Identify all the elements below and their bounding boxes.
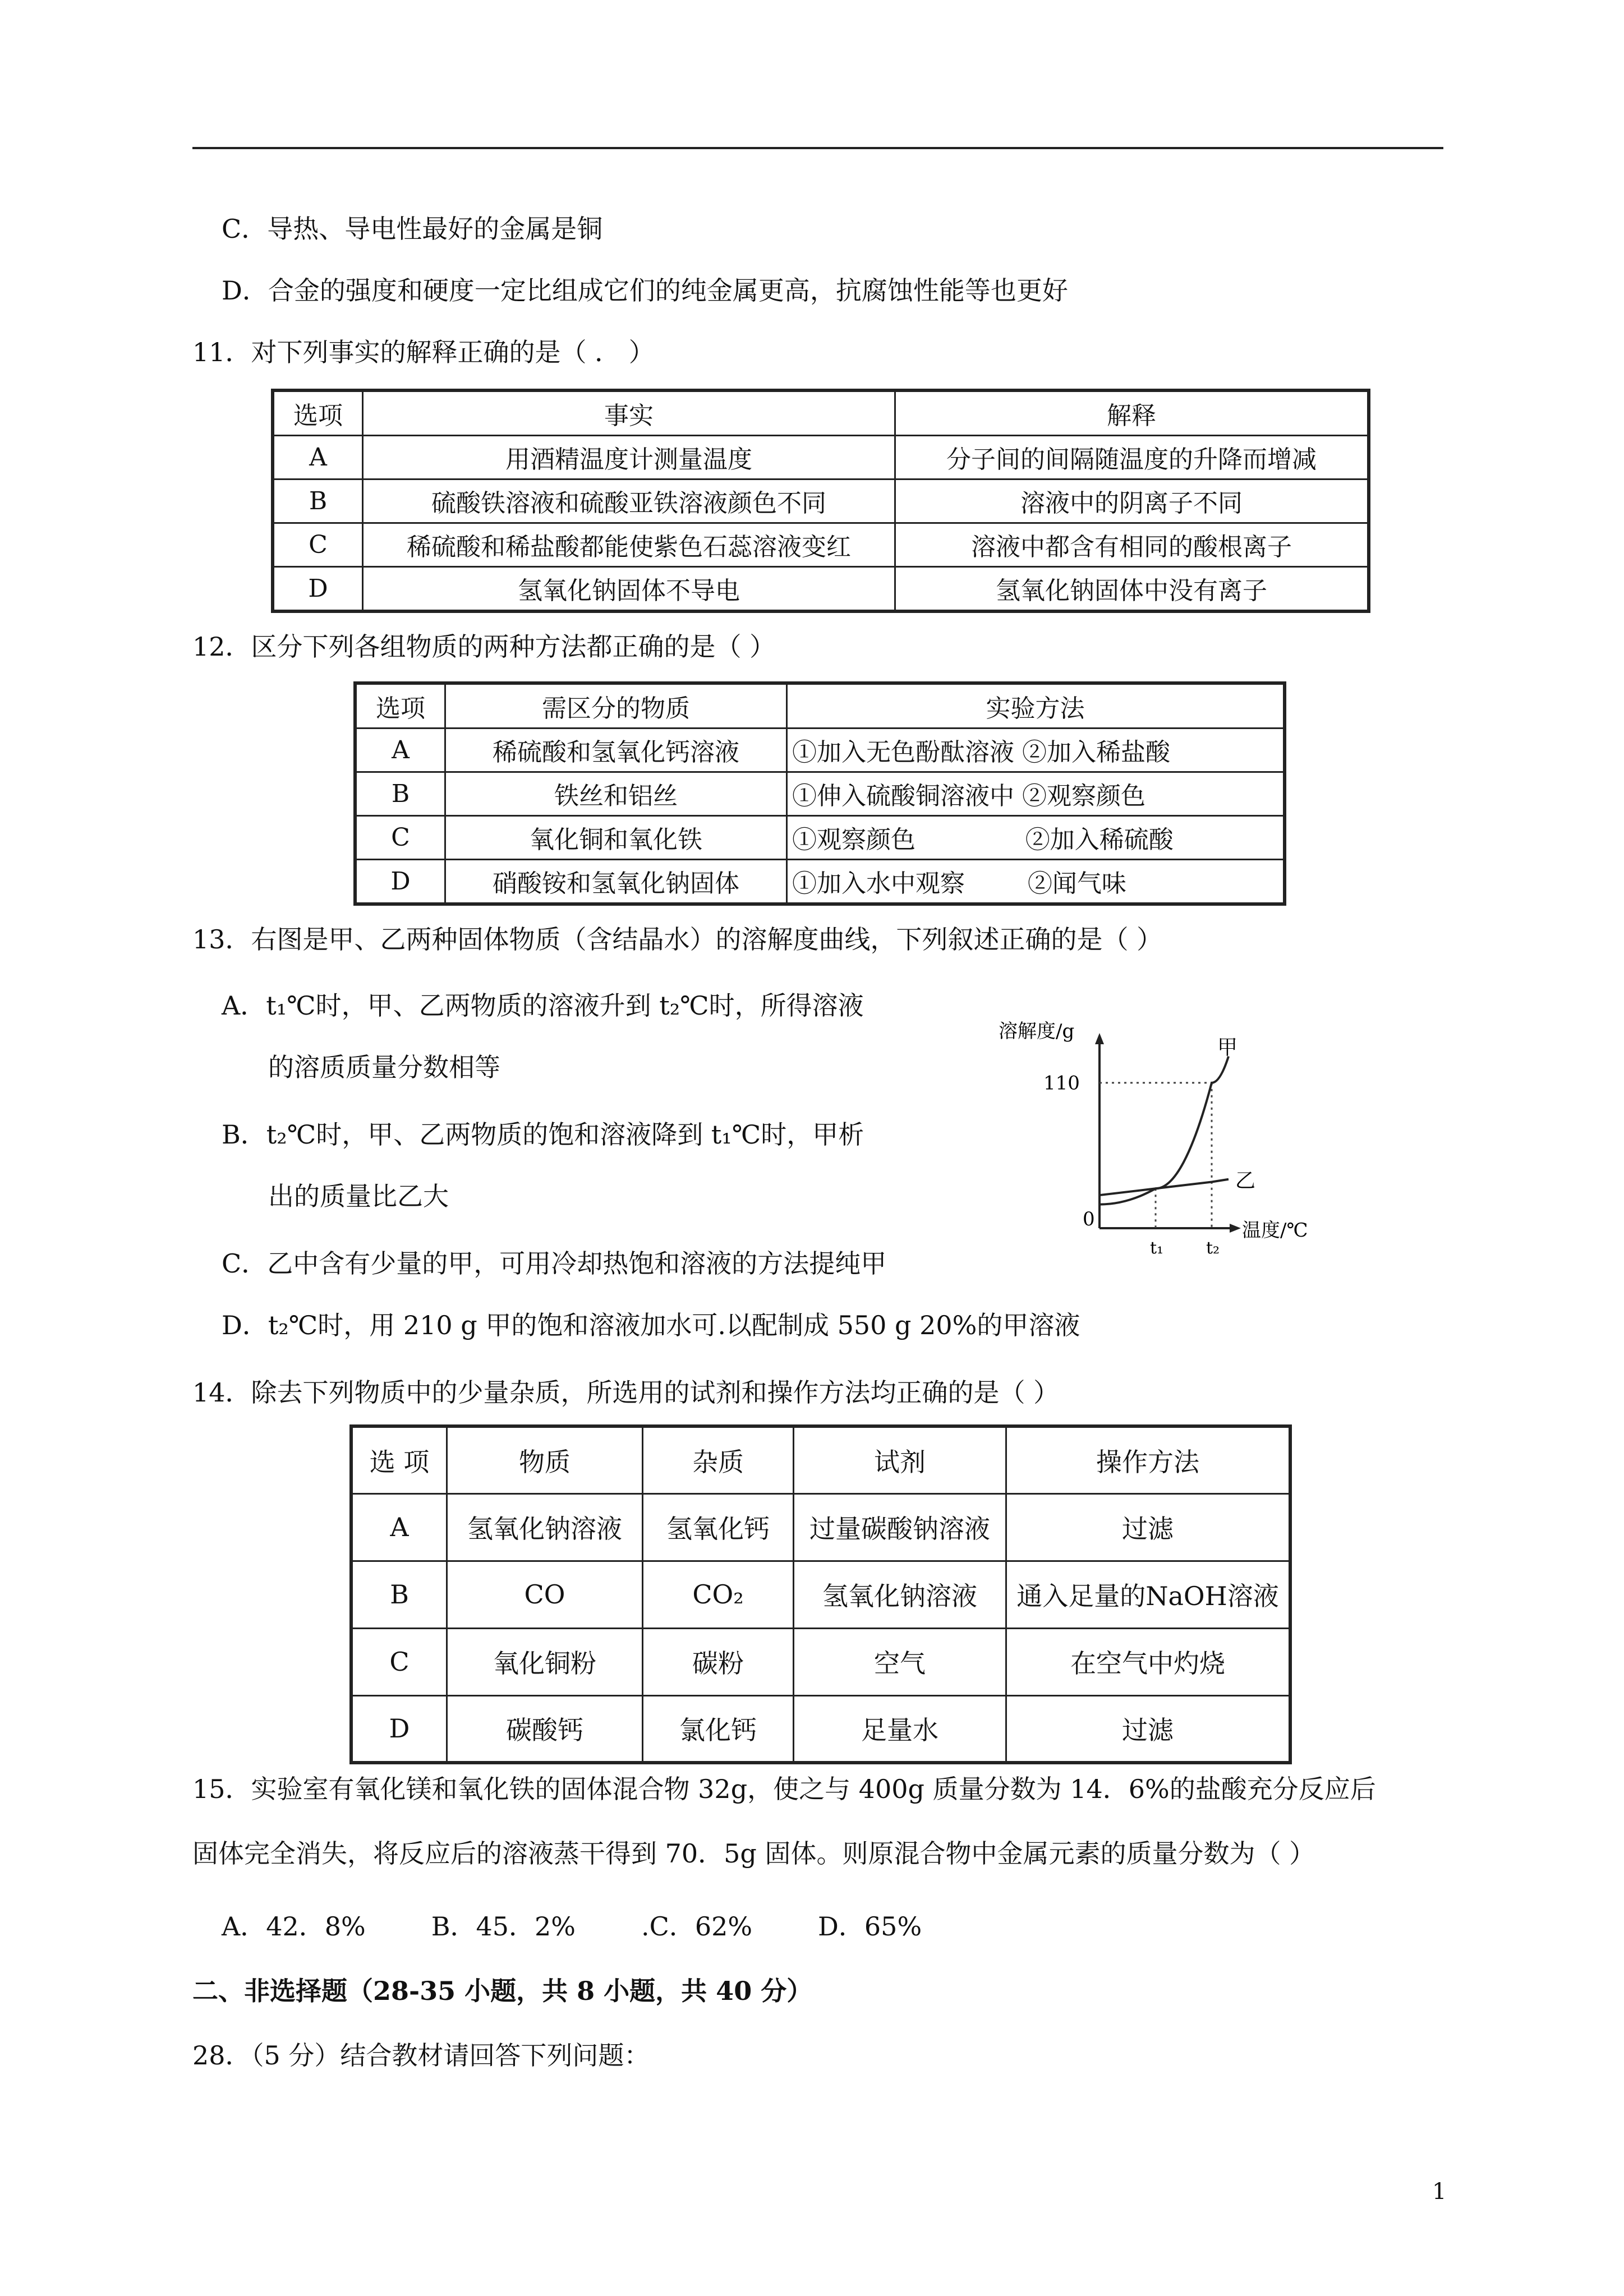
- table-cell: 杂质: [643, 1426, 794, 1493]
- question-14: 14．除去下列物质中的少量杂质，所选用的试剂和操作方法均正确的是（ ）: [192, 1377, 1060, 1408]
- table-cell: B: [355, 772, 445, 815]
- page-number: 1: [1432, 2179, 1447, 2205]
- x-tick-label-t1: t₁: [1150, 1238, 1164, 1256]
- table-cell: C: [355, 815, 445, 859]
- table-cell: 硫酸铁溶液和硫酸亚铁溶液颜色不同: [363, 479, 895, 523]
- table-cell: 溶液中的阴离子不同: [895, 479, 1369, 523]
- table-cell: 解释: [895, 390, 1369, 435]
- question-15-line1: 15．实验室有氧化镁和氧化铁的固体混合物 32g，使之与 400g 质量分数为 14．6%的盐酸充分反应后: [192, 1774, 1376, 1804]
- q13-option-c: C．乙中含有少量的甲，可用冷却热饱和溶液的方法提纯甲: [222, 1248, 887, 1279]
- table-cell: 氢氧化钠固体不导电: [363, 566, 895, 611]
- table-cell: C: [351, 1628, 447, 1695]
- q13-option-a-line2: 的溶质质量分数相等: [268, 1052, 500, 1082]
- table-cell: 氧化铜和氧化铁: [445, 815, 787, 859]
- table-cell: 事实: [363, 390, 895, 435]
- table-cell: 过滤: [1006, 1493, 1291, 1561]
- table-cell: 需区分的物质: [445, 683, 787, 728]
- table-cell: D: [351, 1695, 447, 1763]
- table-cell: ①观察颜色 ②加入稀硫酸: [787, 815, 1285, 859]
- table-row: [355, 728, 1285, 772]
- question-15-line2: 固体完全消失，将反应后的溶液蒸干得到 70．5g 固体。则原混合物中金属元素的质量分数为（ ）: [192, 1838, 1315, 1869]
- table-cell: 在空气中灼烧: [1006, 1628, 1291, 1695]
- table-cell: 操作方法: [1006, 1426, 1291, 1493]
- table-cell: 足量水: [794, 1695, 1006, 1763]
- section-heading: 二、非选择题（28-35 小题，共 8 小题，共 40 分）: [192, 1976, 813, 2006]
- table-row: [351, 1426, 1290, 1493]
- table-cell: 氢氧化钠溶液: [794, 1561, 1006, 1628]
- table-cell: CO₂: [643, 1561, 794, 1628]
- series-line-yi: [1099, 1179, 1229, 1195]
- question-13: 13．右图是甲、乙两种固体物质（含结晶水）的溶解度曲线，下列叙述正确的是（ ）: [192, 924, 1163, 955]
- table-cell: A: [355, 728, 445, 772]
- table-cell: 选项: [273, 390, 363, 435]
- table-cell: 碳粉: [643, 1628, 794, 1695]
- table-cell: 试剂: [794, 1426, 1006, 1493]
- q13-option-d: D．t₂℃时，用 210 g 甲的饱和溶液加水可.以配制成 550 g 20%的甲溶液: [222, 1310, 1080, 1340]
- table-cell: B: [351, 1561, 447, 1628]
- table-row: [273, 479, 1369, 523]
- table-row: [351, 1628, 1290, 1695]
- table-row: [273, 435, 1369, 479]
- table-cell: 氯化钙: [643, 1695, 794, 1763]
- table-cell: 空气: [794, 1628, 1006, 1695]
- table-cell: 分子间的间隔随温度的升降而增减: [895, 435, 1369, 479]
- table-q12: [353, 681, 1286, 906]
- solubility-chart: [970, 1009, 1341, 1256]
- table-row: [351, 1493, 1290, 1561]
- table-cell: 通入足量的NaOH溶液: [1006, 1561, 1291, 1628]
- table-cell: A: [351, 1493, 447, 1561]
- q13-option-b-line1: B．t₂℃时，甲、乙两物质的饱和溶液降到 t₁℃时，甲析: [222, 1119, 864, 1150]
- table-row: [351, 1695, 1290, 1763]
- table-cell: 选 项: [351, 1426, 447, 1493]
- table-cell: 氢氧化钠固体中没有离子: [895, 566, 1369, 611]
- table-q14: [349, 1424, 1292, 1764]
- table-cell: CO: [447, 1561, 643, 1628]
- header-rule: [192, 147, 1443, 149]
- y-tick-label: 110: [1043, 1072, 1080, 1095]
- table-cell: 过滤: [1006, 1695, 1291, 1763]
- question-12: 12．区分下列各组物质的两种方法都正确的是（ ）: [192, 631, 776, 662]
- q13-option-b-line2: 出的质量比乙大: [268, 1181, 449, 1211]
- table-cell: 溶液中都含有相同的酸根离子: [895, 523, 1369, 566]
- table-cell: D: [355, 859, 445, 904]
- x-axis-arrow: [1230, 1224, 1241, 1233]
- table-cell: 物质: [447, 1426, 643, 1493]
- table-cell: ①伸入硫酸铜溶液中 ②观察颜色: [787, 772, 1285, 815]
- table-cell: B: [273, 479, 363, 523]
- option-d-text: D．合金的强度和硬度一定比组成它们的纯金属更高，抗腐蚀性能等也更好: [222, 275, 1068, 306]
- x-axis-label: 温度/℃: [1242, 1219, 1308, 1242]
- table-cell: 氢氧化钙: [643, 1493, 794, 1561]
- question-15-options: A．42．8% B．45．2% .C．62% D．65%: [222, 1911, 922, 1942]
- table-cell: 硝酸铵和氢氧化钠固体: [445, 859, 787, 904]
- table-q11: [271, 389, 1370, 613]
- table-cell: 氧化铜粉: [447, 1628, 643, 1695]
- question-28: 28．（5 分）结合教材请回答下列问题：: [192, 2040, 650, 2071]
- table-cell: 碳酸钙: [447, 1695, 643, 1763]
- table-row: [355, 683, 1285, 728]
- q13-option-a-line1: A．t₁℃时，甲、乙两物质的溶液升到 t₂℃时，所得溶液: [222, 990, 864, 1021]
- table-row: [355, 815, 1285, 859]
- table-row: [351, 1561, 1290, 1628]
- series-label-yi: 乙: [1235, 1169, 1256, 1192]
- table-row: [273, 390, 1369, 435]
- x-tick-label-t2: t₂: [1206, 1238, 1220, 1256]
- table-cell: 选项: [355, 683, 445, 728]
- y-axis-arrow: [1095, 1033, 1104, 1044]
- table-row: [273, 566, 1369, 611]
- table-cell: D: [273, 566, 363, 611]
- table-row: [355, 859, 1285, 904]
- origin-label: 0: [1083, 1208, 1095, 1230]
- table-cell: A: [273, 435, 363, 479]
- table-row: [273, 523, 1369, 566]
- table-cell: C: [273, 523, 363, 566]
- series-label-jia: 甲: [1217, 1036, 1238, 1059]
- question-11: 11．对下列事实的解释正确的是（ ． ）: [192, 337, 655, 367]
- table-cell: 氢氧化钠溶液: [447, 1493, 643, 1561]
- table-cell: 过量碳酸钠溶液: [794, 1493, 1006, 1561]
- table-cell: 稀硫酸和稀盐酸都能使紫色石蕊溶液变红: [363, 523, 895, 566]
- y-axis-label: 溶解度/g: [999, 1020, 1075, 1043]
- option-c-text: C．导热、导电性最好的金属是铜: [222, 214, 603, 244]
- table-cell: 用酒精温度计测量温度: [363, 435, 895, 479]
- table-cell: ①加入无色酚酞溶液 ②加入稀盐酸: [787, 728, 1285, 772]
- table-cell: 实验方法: [787, 683, 1285, 728]
- table-cell: 稀硫酸和氢氧化钙溶液: [445, 728, 787, 772]
- table-cell: 铁丝和铝丝: [445, 772, 787, 815]
- table-cell: ①加入水中观察 ②闻气味: [787, 859, 1285, 904]
- table-row: [355, 772, 1285, 815]
